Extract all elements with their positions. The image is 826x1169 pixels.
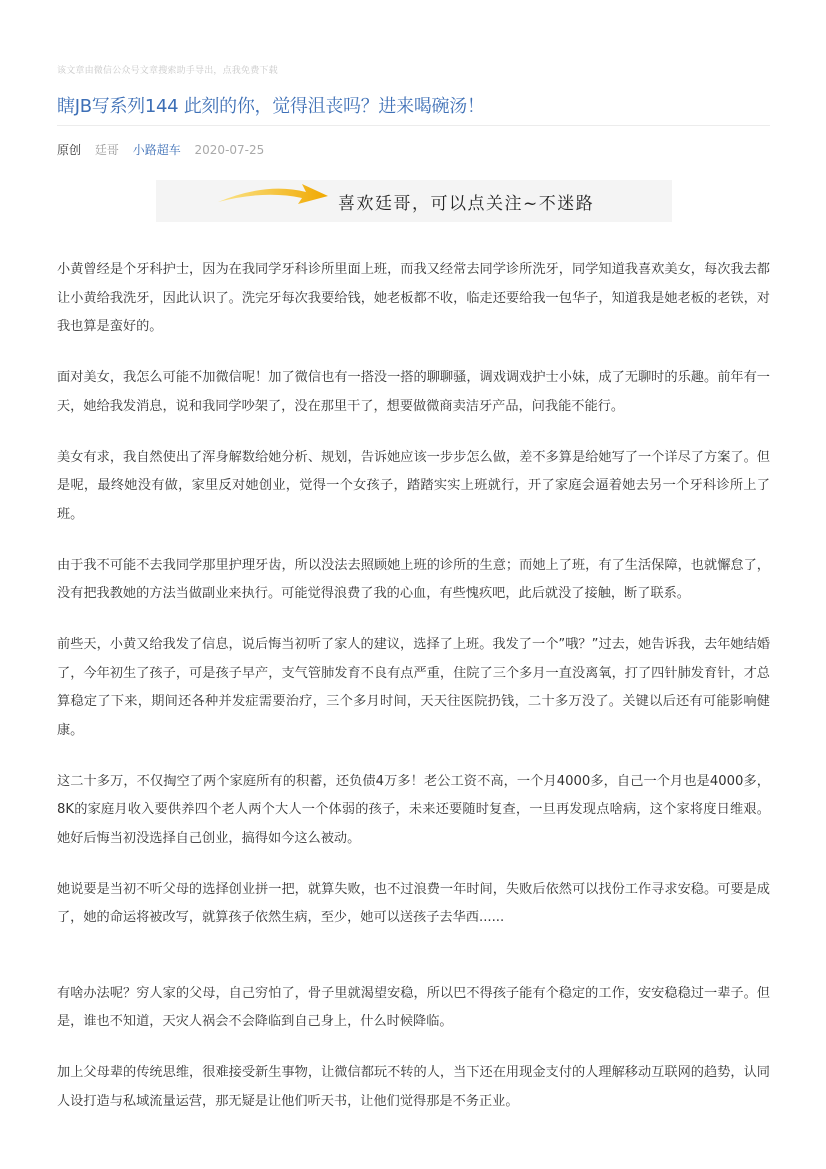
follow-banner [156, 180, 672, 222]
account-link[interactable]: 小路超车 [132, 143, 181, 157]
publish-date: 2020-07-25 [194, 143, 265, 157]
paragraph: 由于我不可能不去我同学那里护理牙齿，所以没法去照顾她上班的诊所的生意；而她上了班，有了生活保障，也就懈怠了，没有把我教她的方法当做副业来执行。可能觉得浪费了我的心血，有些愧疚吧，此后就没了接触，断了联系。 [57, 557, 770, 601]
article-title: 瞎JB写系列144 此刻的你，觉得沮丧吗？进来喝碗汤！ [57, 96, 485, 117]
export-notice-link[interactable]: 该文章由微信公众号文章搜索助手导出，点我免费下载 [57, 66, 278, 76]
paragraph: 加上父母辈的传统思维，很难接受新生事物，让微信都玩不转的人，当下还在用现金支付的人理解移动互联网的趋势，认同人设打造与私域流量运营，那无疑是让他们听天书，让他们觉得那是不务正业。 [57, 1065, 770, 1109]
paragraph: 面对美女，我怎么可能不加微信呢！加了微信也有一搭没一搭的聊聊骚，调戏调戏护士小妹，成了无聊时的乐趣。前年有一天，她给我发消息，说和我同学吵架了，没在那里干了，想要做微商卖洁牙产品，问我能不能行。 [57, 370, 770, 414]
banner-text: 喜欢廷哥，可以点关注~不迷路 [338, 194, 595, 214]
paragraph: 她说要是当初不听父母的选择创业拼一把，就算失败，也不过浪费一年时间，失败后依然可以找份工作寻求安稳。可要是成了，她的命运将被改写，就算孩子依然生病，至少，她可以送孩子去华西...... [57, 881, 770, 925]
paragraph: 有啥办法呢？穷人家的父母，自己穷怕了，骨子里就渴望安稳，所以巴不得孩子能有个稳定的工作，安安稳稳过一辈子。但是，谁也不知道，天灾人祸会不会降临到自己身上，什么时候降临。 [57, 985, 770, 1029]
paragraph: 这二十多万，不仅掏空了两个家庭所有的积蓄，还负债4万多！老公工资不高，一个月4000多，自己一个月也是4000多，8K的家庭月收入要供养四个老人两个大人一个体弱的孩子，未来还要随时复查，一旦再发现点啥病，这个家将度日维艰。她好后悔当初没选择自己创业，搞得如今这么被动。 [57, 773, 770, 846]
title-divider [57, 125, 770, 126]
author-name: 廷哥 [94, 143, 119, 157]
paragraph: 前些天，小黄又给我发了信息，说后悔当初听了家人的建议，选择了上班。我发了一个”哦？”过去，她告诉我，去年她结婚了，今年初生了孩子，可是孩子早产，支气管肺发育不良有点严重，住院了三个多月一直没离氧，打了四针肺发育针，才总算稳定了下来，期间还各种并发症需要治疗，三个多月时间，天天往医院扔钱，二十多万没了。关键以后还有可能影响健康。 [57, 637, 770, 738]
paragraph: 小黄曾经是个牙科护士，因为在我同学牙科诊所里面上班，而我又经常去同学诊所洗牙，同学知道我喜欢美女，每次我去都让小黄给我洗牙，因此认识了。洗完牙每次我要给钱，她老板都不收，临走还要给我一包华子，知道我是她老板的老铁，对我也算是蛮好的。 [57, 262, 770, 334]
original-badge: 原创 [57, 143, 82, 157]
paragraph: 美女有求，我自然使出了浑身解数给她分析、规划，告诉她应该一步步怎么做，差不多算是给她写了一个详尽了方案了。但是呢，最终她没有做，家里反对她创业，觉得一个女孩子，踏踏实实上班就行，开了家庭会逼着她去另一个牙科诊所上了班。 [57, 449, 770, 522]
article-meta [57, 141, 274, 158]
article-body [57, 256, 770, 1139]
